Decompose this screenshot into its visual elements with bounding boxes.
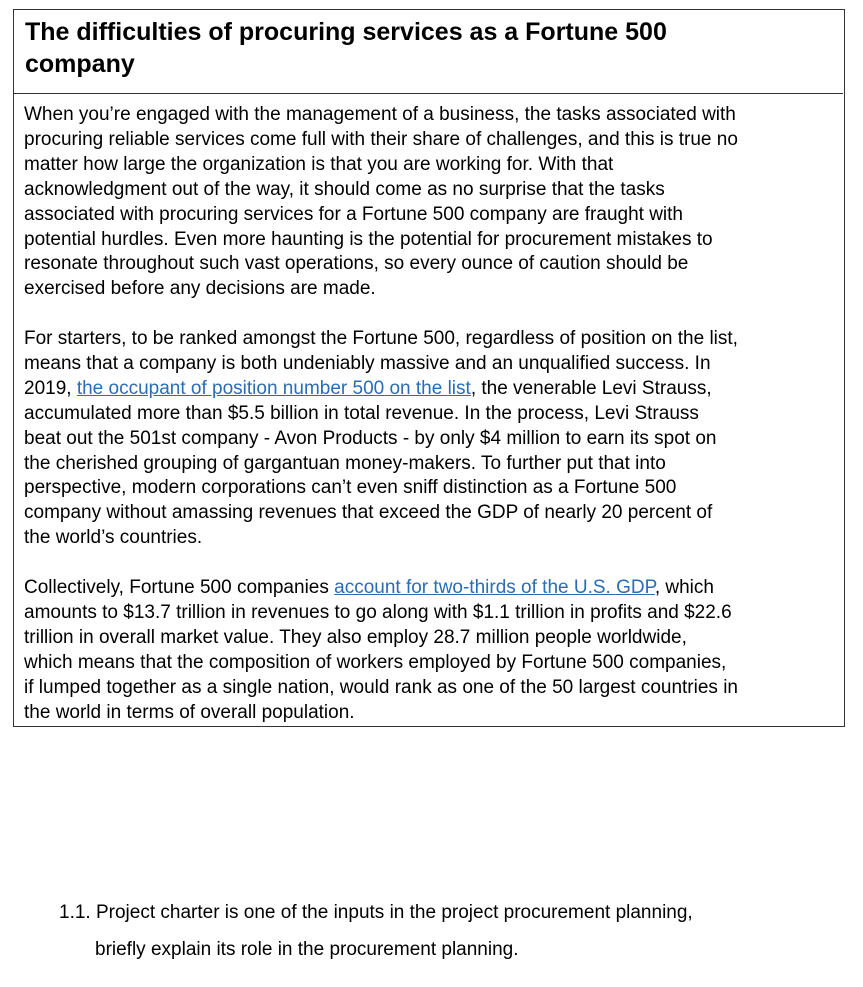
- levi-strauss-link[interactable]: the occupant of position number 500 on the list: [76, 377, 471, 399]
- paragraph-2-text-b: , the venerable Levi Strauss, accumulated more than $5.5 billion in total revenue. In the process, Levi Strauss beat out the 501st company - Avon Products - by only $4 million to earn its spot on the cherished grouping of gargantuan money-makers. To further put that into perspective, modern corporations can’t even sniff distinction as a Fortune 500 company without amassing revenues that exceed the GDP of nearly 20 percent of the world’s countries.: [24, 377, 717, 549]
- title-row: [14, 10, 843, 94]
- paragraph-3-text-b: , which amounts to $13.7 trillion in revenues to go along with $1.1 trillion in profits and $22.6 trillion in overall market value. They also employ 28.7 million people worldwide, which means that the composition of workers employed by Fortune 500 companies, if lumped together as a single nation, would rank as one of the 50 largest countries in the world in terms of overall population.: [24, 577, 738, 723]
- paragraph-3-text-a: Collectively, Fortune 500 companies: [24, 577, 335, 598]
- title-line-2: company: [25, 50, 135, 78]
- gdp-link[interactable]: account for two-thirds of the U.S. GDP: [334, 577, 655, 598]
- paragraph-2-text-a: For starters, to be ranked amongst the Fortune 500, regardless of position on the list, means that a company is both undeniably massive and an unqualified success. In 2019,: [24, 328, 738, 399]
- question-line-1: 1.1. Project charter is one of the inputs in the project procurement planning,: [59, 902, 693, 923]
- paragraph-2: [24, 327, 842, 551]
- title-line-1: The difficulties of procuring services as a Fortune 500: [25, 18, 667, 46]
- article-box: [13, 9, 845, 727]
- question: [59, 894, 819, 968]
- question-line-2: briefly explain its role in the procurement planning.: [95, 939, 519, 960]
- paragraph-3: [24, 576, 842, 725]
- paragraph-1: When you’re engaged with the management of a business, the tasks associated with procuring reliable services come full with their share of challenges, and this is true no matter how large the organization is that you are working for. With that acknowledgment out of the way, it should come as no surprise that the tasks associated with procuring services for a Fortune 500 company are fraught with potential hurdles. Even more haunting is the potential for procurement mistakes to resonate throughout such vast operations, so every ounce of caution should be exercised before any decisions are made.: [24, 104, 738, 300]
- article-title: [25, 16, 825, 80]
